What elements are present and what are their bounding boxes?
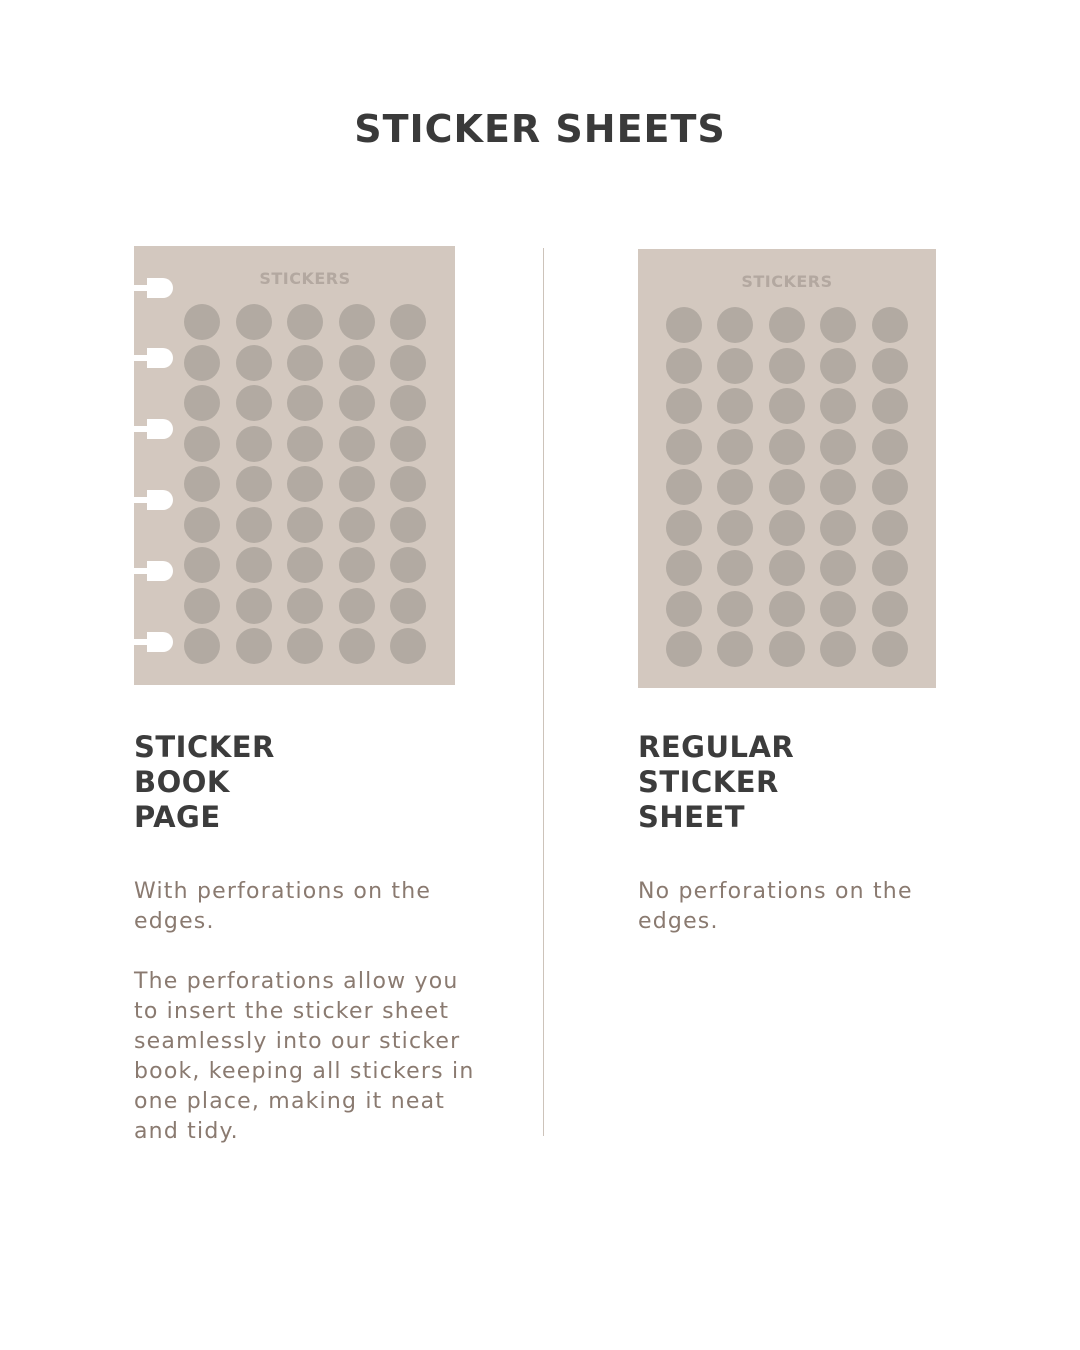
sticker-dot: [390, 385, 426, 421]
sticker-dot: [717, 348, 753, 384]
sticker-dot: [184, 466, 220, 502]
sticker-dot: [666, 510, 702, 546]
sticker-dot: [339, 345, 375, 381]
sticker-dot: [666, 550, 702, 586]
description-line: edges.: [134, 909, 215, 934]
sticker-book-page-heading: [134, 730, 275, 835]
sticker-dot: [339, 507, 375, 543]
sticker-dot: [717, 510, 753, 546]
sticker-dot: [236, 628, 272, 664]
sticker-dot: [236, 426, 272, 462]
sticker-dot: [769, 348, 805, 384]
sticker-dot: [236, 345, 272, 381]
sticker-dot: [717, 631, 753, 667]
sticker-dot: [287, 304, 323, 340]
sticker-dot: [820, 591, 856, 627]
sticker-dot: [769, 631, 805, 667]
sticker-dot: [769, 469, 805, 505]
perforation-hole: [133, 561, 174, 581]
perforation-hole: [133, 419, 174, 439]
perforation-hole: [133, 632, 174, 652]
sticker-dot: [717, 307, 753, 343]
sticker-dot: [390, 426, 426, 462]
heading-line: REGULAR: [638, 730, 795, 764]
regular-sticker-sheet-illustration: [638, 249, 936, 688]
sticker-dot: [820, 510, 856, 546]
sticker-dot: [287, 466, 323, 502]
sticker-dot: [287, 628, 323, 664]
sticker-dot: [769, 388, 805, 424]
perforation-hole: [133, 490, 174, 510]
sticker-dot: [339, 466, 375, 502]
column-divider: [543, 248, 544, 1136]
description-line: No perforations on the: [638, 879, 913, 904]
sticker-dot: [390, 466, 426, 502]
sticker-dot: [339, 385, 375, 421]
sticker-dot: [872, 550, 908, 586]
sticker-dot: [339, 426, 375, 462]
regular-sticker-sheet-description: [638, 877, 913, 937]
sticker-dot: [872, 307, 908, 343]
sticker-dot: [184, 385, 220, 421]
regular-sticker-sheet-heading: [638, 730, 794, 835]
sticker-book-page-description: [134, 877, 431, 937]
sticker-dot: [820, 307, 856, 343]
sticker-dot: [769, 510, 805, 546]
sticker-dot: [339, 628, 375, 664]
sticker-book-page-illustration: [134, 246, 455, 685]
sticker-dot: [390, 628, 426, 664]
sticker-dot: [339, 588, 375, 624]
sticker-dot: [666, 591, 702, 627]
sticker-dot: [872, 469, 908, 505]
sticker-dot: [872, 388, 908, 424]
sticker-dot: [717, 550, 753, 586]
sticker-dot: [287, 588, 323, 624]
sticker-dot: [236, 588, 272, 624]
sticker-dot: [390, 345, 426, 381]
sticker-dot: [666, 388, 702, 424]
sticker-dot: [717, 388, 753, 424]
description-line: With perforations on the: [134, 879, 432, 904]
sticker-dot: [184, 507, 220, 543]
sticker-dot: [820, 550, 856, 586]
sticker-dot: [236, 466, 272, 502]
sticker-dot: [717, 591, 753, 627]
sticker-dot: [872, 631, 908, 667]
sticker-dot: [236, 304, 272, 340]
sticker-dot: [184, 304, 220, 340]
sticker-dot: [184, 628, 220, 664]
sticker-dot: [666, 429, 702, 465]
sticker-dot: [236, 385, 272, 421]
description-line: edges.: [638, 909, 719, 934]
description-line: one place, making it neat: [134, 1089, 446, 1114]
sticker-dot: [769, 591, 805, 627]
sticker-dot: [390, 588, 426, 624]
sticker-dot: [820, 469, 856, 505]
sticker-dot: [390, 304, 426, 340]
sticker-dot: [184, 547, 220, 583]
description-line: book, keeping all stickers in: [134, 1059, 475, 1084]
sheet-label: STICKERS: [259, 269, 351, 288]
sticker-dot: [666, 631, 702, 667]
perforation-hole: [133, 278, 174, 298]
sticker-dot: [820, 429, 856, 465]
sticker-dot: [666, 307, 702, 343]
heading-line: PAGE: [134, 800, 221, 834]
sticker-dot: [872, 348, 908, 384]
sticker-dot: [339, 547, 375, 583]
sticker-dot: [339, 304, 375, 340]
sticker-dot: [820, 348, 856, 384]
sticker-dot: [287, 547, 323, 583]
sticker-dot: [872, 591, 908, 627]
sticker-dot: [184, 345, 220, 381]
sticker-dot: [820, 631, 856, 667]
sticker-dot: [184, 426, 220, 462]
sticker-dot: [820, 388, 856, 424]
heading-line: SHEET: [638, 800, 746, 834]
description-line: The perforations allow you: [134, 969, 459, 994]
sticker-dot: [236, 547, 272, 583]
description-line: and tidy.: [134, 1119, 239, 1144]
description-line: seamlessly into our sticker: [134, 1029, 461, 1054]
sticker-dot: [287, 507, 323, 543]
sticker-dot: [717, 469, 753, 505]
sheet-label: STICKERS: [741, 272, 833, 291]
sticker-dot: [769, 307, 805, 343]
sticker-dot: [666, 348, 702, 384]
sticker-dot: [236, 507, 272, 543]
sticker-dot: [287, 426, 323, 462]
sticker-dot: [287, 385, 323, 421]
perforations-explanation: [134, 967, 474, 1147]
sticker-dot: [390, 507, 426, 543]
sticker-dot: [390, 547, 426, 583]
sticker-dot: [666, 469, 702, 505]
sticker-dot: [872, 429, 908, 465]
perforation-hole: [133, 348, 174, 368]
sticker-dot: [872, 510, 908, 546]
heading-line: BOOK: [134, 765, 230, 799]
sticker-dot: [184, 588, 220, 624]
sticker-dot: [769, 429, 805, 465]
heading-line: STICKER: [134, 730, 275, 764]
heading-line: STICKER: [638, 765, 779, 799]
sticker-dot: [717, 429, 753, 465]
sticker-dot: [287, 345, 323, 381]
page-title: STICKER SHEETS: [354, 107, 726, 151]
description-line: to insert the sticker sheet: [134, 999, 450, 1024]
sticker-dot: [769, 550, 805, 586]
